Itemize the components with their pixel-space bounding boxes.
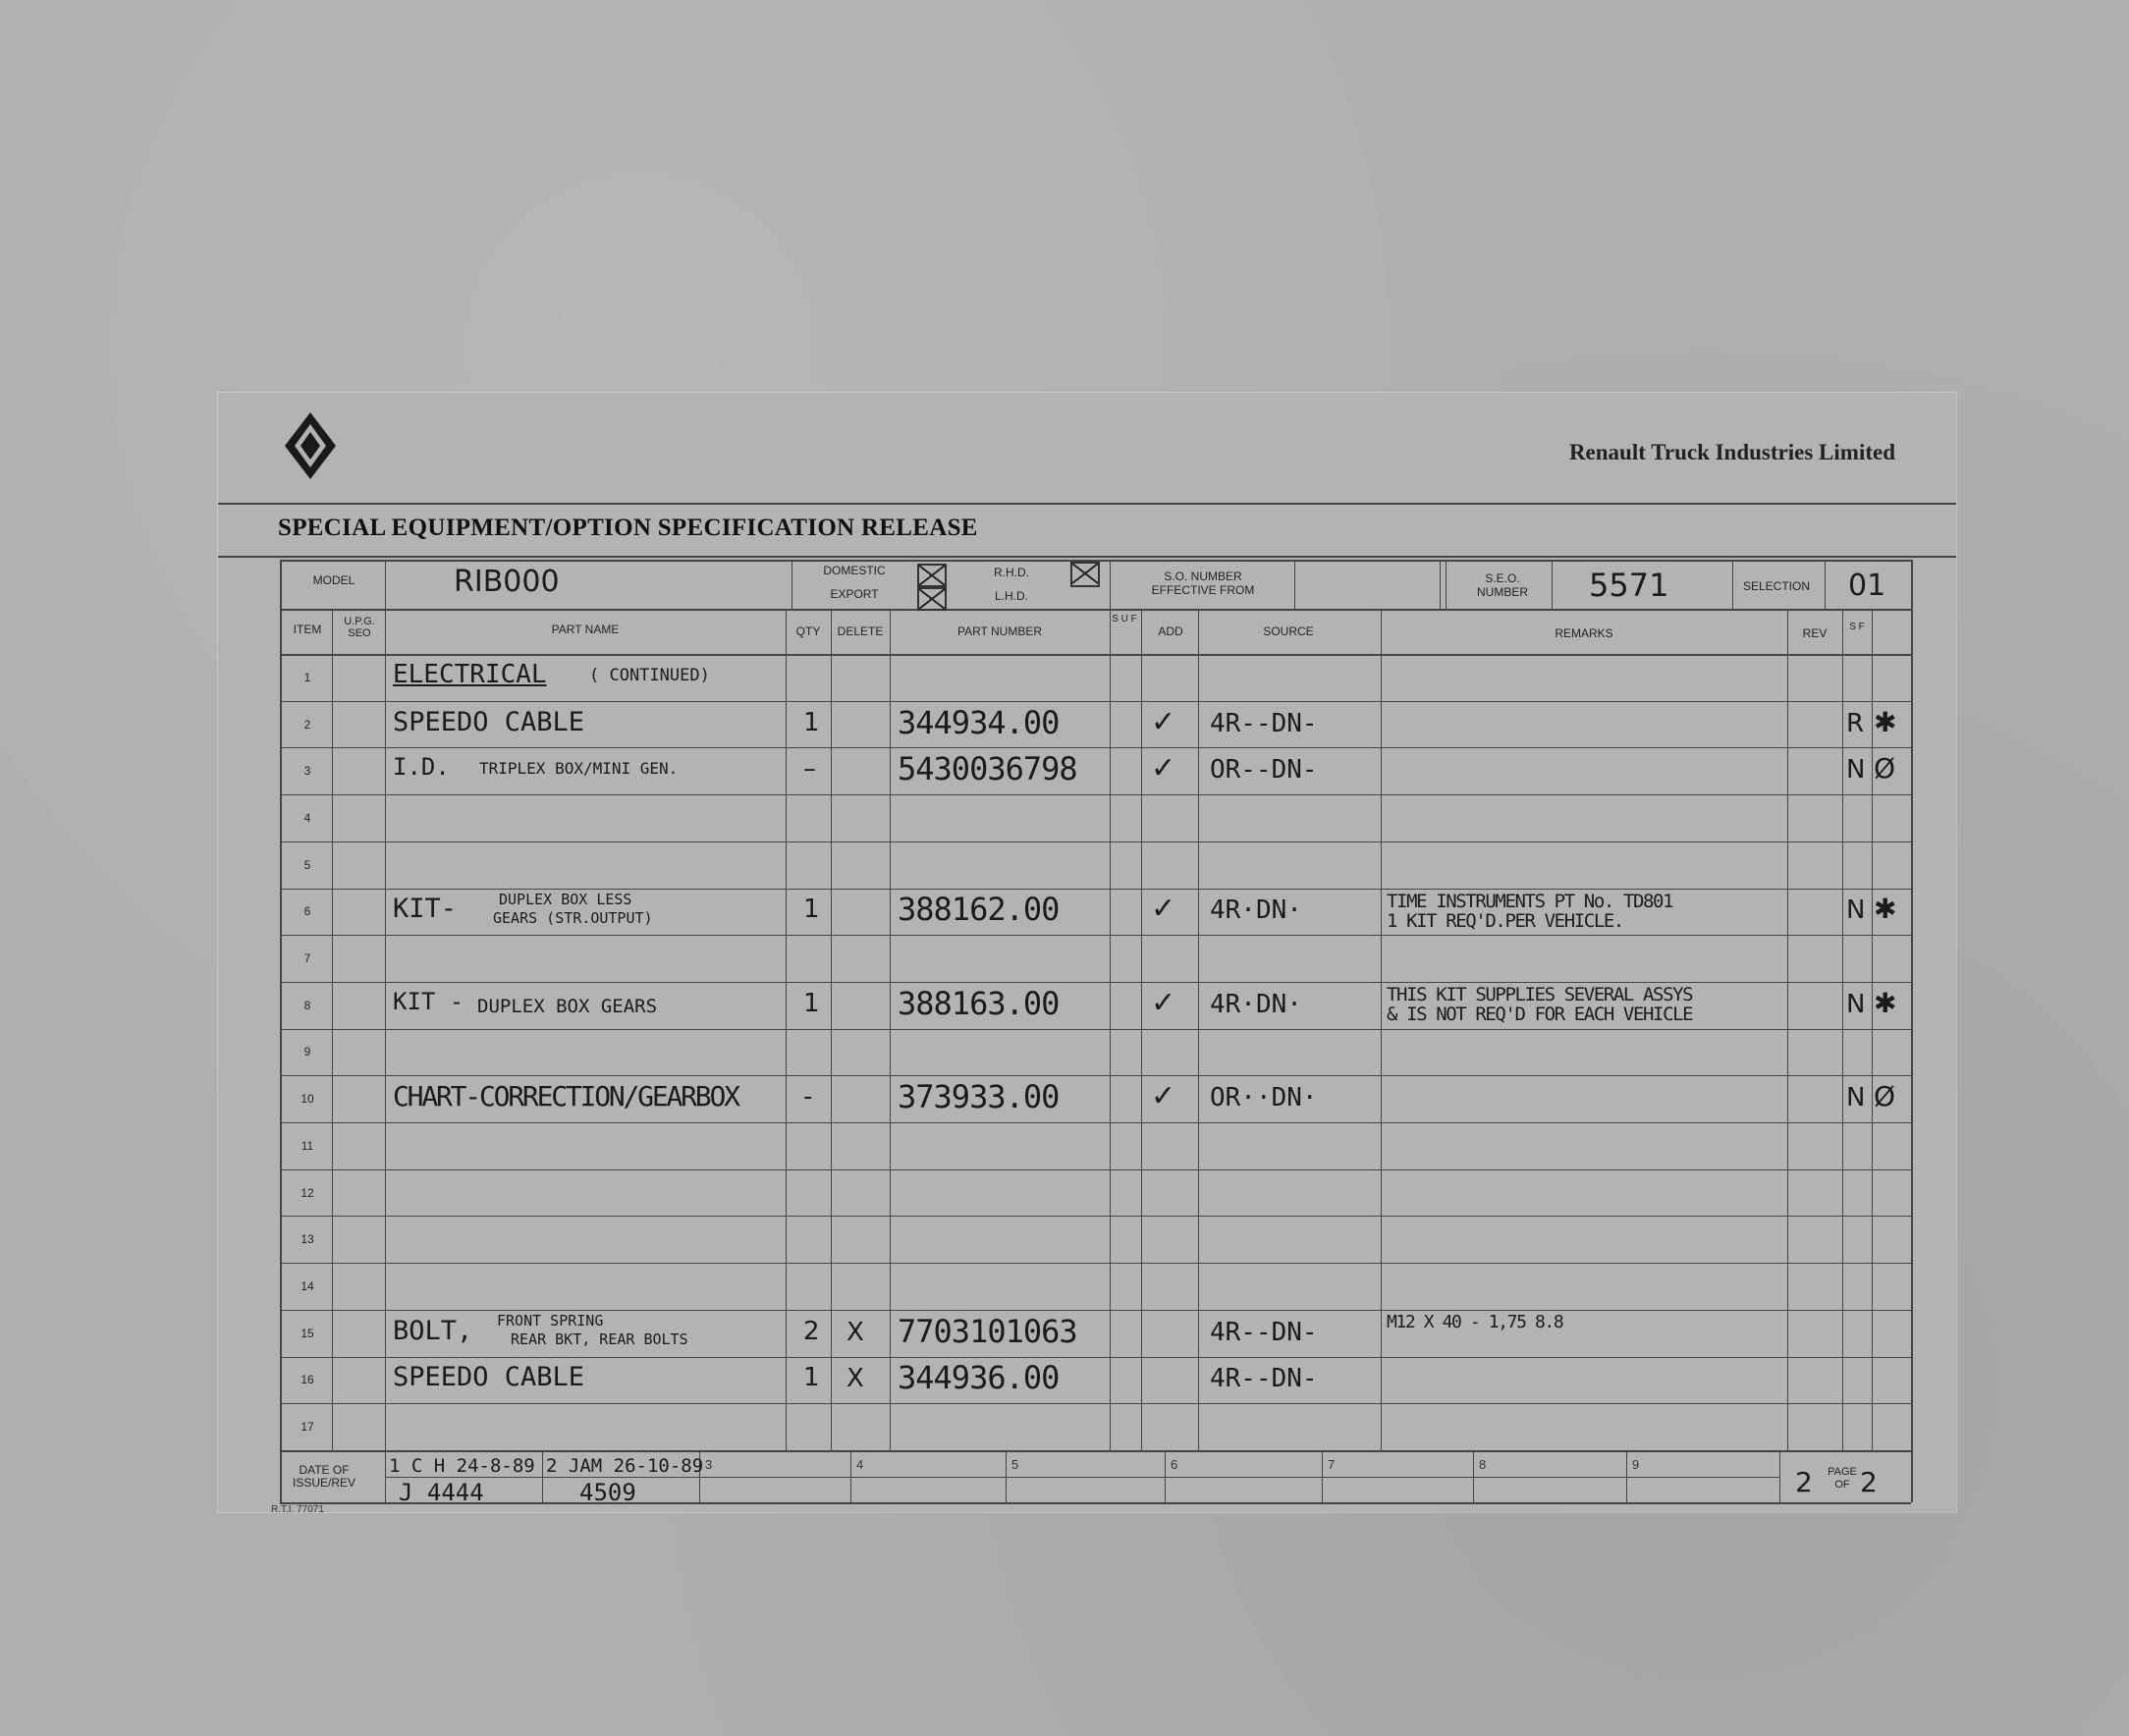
model-label: MODEL	[312, 573, 355, 587]
part-name: CHART-CORRECTION/GEARBOX	[393, 1080, 738, 1113]
quantity: –	[803, 754, 816, 785]
lhd-label: L.H.D.	[994, 589, 1028, 603]
issue-slot-number: 5	[1011, 1457, 1019, 1472]
column-line	[1446, 560, 1447, 609]
delete-mark: X	[846, 1364, 864, 1394]
export-label: EXPORT	[830, 587, 879, 601]
part-name: SPEEDO CABLE	[393, 1362, 585, 1393]
grid-line	[280, 1450, 1911, 1452]
source: OR--DN-	[1210, 755, 1318, 786]
issue-slot-number: 3	[705, 1457, 713, 1472]
part-number: 388163.00	[898, 984, 1060, 1022]
sf-code: N	[1846, 895, 1866, 926]
part-number: 373933.00	[898, 1078, 1060, 1116]
column-line	[831, 609, 832, 1450]
issue-slot-number: 8	[1479, 1457, 1487, 1472]
item-number: 4	[303, 810, 311, 825]
sf-code: N	[1846, 755, 1866, 786]
quantity: 2	[803, 1316, 820, 1346]
add-check: ✓	[1151, 704, 1176, 739]
column-line	[1787, 609, 1788, 1450]
column-line	[1825, 560, 1826, 609]
column-line	[1198, 609, 1199, 1450]
part-name: ELECTRICAL	[393, 659, 547, 689]
divider	[218, 503, 1956, 505]
item-number: 7	[303, 951, 311, 966]
check-x-icon	[1070, 560, 1100, 587]
remarks: 1 KIT REQ'D.PER VEHICLE.	[1387, 909, 1623, 932]
issue-1-ref: J 4444	[399, 1479, 484, 1506]
rhd-label: R.H.D.	[994, 566, 1029, 579]
part-number: 7703101063	[898, 1312, 1077, 1350]
remarks: TIME INSTRUMENTS PT No. TD801	[1387, 890, 1673, 912]
column-line	[385, 560, 386, 609]
grid-line	[280, 609, 1911, 611]
divider	[218, 556, 1956, 558]
column-line	[332, 609, 333, 1450]
item-number: 8	[303, 998, 311, 1012]
status-mark: Ø	[1874, 1080, 1896, 1113]
source: 4R--DN-	[1210, 708, 1318, 738]
issue-2-date: 2 JAM 26-10-89	[546, 1455, 704, 1477]
page-label: PAGE	[1828, 1466, 1857, 1478]
issue-slot-number: 9	[1632, 1457, 1640, 1472]
row-line	[280, 1310, 1911, 1311]
source: 4R--DN-	[1210, 1364, 1318, 1394]
selection-label: SELECTION	[1742, 579, 1810, 593]
part-name: I.D.	[393, 753, 450, 782]
domestic-label: DOMESTIC	[823, 564, 886, 577]
quantity: 1	[803, 707, 820, 737]
part-name-detail: GEARS (STR.OUTPUT)	[493, 908, 653, 927]
check-x-icon	[917, 562, 947, 613]
column-line	[1779, 1450, 1780, 1502]
column-line	[1440, 560, 1441, 609]
part-number: 388162.00	[898, 891, 1060, 929]
col-part-number: PART NUMBER	[956, 624, 1042, 638]
sf-code: N	[1846, 989, 1866, 1019]
quantity: 1	[803, 895, 820, 925]
part-name-detail: REAR BKT, REAR BOLTS	[511, 1329, 688, 1348]
column-line	[890, 609, 891, 1450]
part-number: 344936.00	[898, 1359, 1060, 1397]
col-part-name: PART NAME	[551, 623, 620, 636]
status-mark: ✱	[1874, 893, 1897, 926]
row-line	[280, 1216, 1911, 1217]
col-seo: SEO	[348, 627, 371, 639]
add-check: ✓	[1151, 1079, 1176, 1114]
col-remarks: REMARKS	[1555, 626, 1613, 640]
part-name-detail: FRONT SPRING	[497, 1311, 604, 1329]
col-item: ITEM	[293, 623, 322, 636]
seo-number-label: NUMBER	[1476, 585, 1528, 599]
col-qty: QTY	[795, 624, 821, 638]
part-name: BOLT,	[393, 1315, 473, 1346]
item-number: 5	[303, 857, 311, 872]
remarks: M12 X 40 - 1,75 8.8	[1387, 1311, 1563, 1332]
row-line	[280, 841, 1911, 842]
row-line	[280, 1357, 1911, 1358]
add-check: ✓	[1151, 751, 1176, 787]
row-line	[280, 1169, 1911, 1170]
item-number: 10	[300, 1092, 314, 1107]
column-line	[1141, 609, 1142, 1450]
item-number: 12	[300, 1185, 314, 1200]
remarks: THIS KIT SUPPLIES SEVERAL ASSYS	[1387, 983, 1693, 1005]
part-name: SPEEDO CABLE	[393, 706, 585, 737]
part-number: 344934.00	[898, 703, 1060, 741]
part-name: KIT-	[393, 894, 458, 925]
row-line	[280, 701, 1911, 702]
page-number: 2	[1795, 1466, 1813, 1498]
source: OR··DN·	[1210, 1083, 1318, 1113]
grid-border	[1911, 560, 1913, 1502]
add-check: ✓	[1151, 985, 1176, 1020]
issue-2-ref: 4509	[579, 1479, 636, 1506]
col-suf: S U F	[1112, 614, 1137, 624]
issue-slot-number: 4	[856, 1457, 864, 1472]
row-line	[280, 794, 1911, 795]
item-number: 13	[300, 1232, 314, 1247]
row-line	[280, 747, 1911, 748]
item-number: 15	[300, 1326, 314, 1340]
item-number: 14	[300, 1278, 314, 1293]
seo-label: S.E.O.	[1485, 571, 1520, 585]
col-sf: S F	[1849, 622, 1865, 632]
row-line	[280, 1403, 1911, 1404]
quantity: -	[803, 1082, 813, 1112]
column-line	[385, 609, 386, 1450]
so-number-label: S.O. NUMBER	[1164, 570, 1242, 583]
sf-code: N	[1846, 1083, 1866, 1113]
of-label: OF	[1834, 1479, 1850, 1491]
row-line	[280, 1029, 1911, 1030]
part-name: KIT -	[393, 987, 464, 1015]
col-upg: U.P.G.	[344, 616, 375, 627]
column-line	[1842, 609, 1843, 1450]
part-name-detail: TRIPLEX BOX/MINI GEN.	[479, 759, 679, 779]
part-name-detail: DUPLEX BOX GEARS	[477, 995, 658, 1017]
column-line	[1872, 609, 1873, 1450]
item-number: 2	[303, 717, 311, 732]
column-line	[786, 609, 787, 1450]
part-name-detail: DUPLEX BOX LESS	[499, 890, 632, 908]
status-mark: Ø	[1874, 752, 1896, 786]
form-title: SPECIAL EQUIPMENT/OPTION SPECIFICATION RELEASE	[278, 515, 978, 541]
grid-border	[280, 1502, 1911, 1504]
column-line	[1294, 560, 1295, 609]
issue-1-date: 1 C H 24-8-89	[389, 1455, 535, 1477]
item-number: 1	[303, 670, 311, 684]
column-line	[1381, 609, 1382, 1450]
item-number: 16	[300, 1373, 314, 1387]
form-reference: R.T.I. 77071	[271, 1504, 324, 1515]
column-line	[1110, 560, 1111, 609]
renault-logo-icon	[283, 410, 338, 481]
col-delete: DELETE	[837, 624, 884, 638]
issue-slot-number: 7	[1328, 1457, 1336, 1472]
company-name: Renault Truck Industries Limited	[1568, 440, 1895, 464]
row-line	[280, 1075, 1911, 1076]
source: 4R--DN-	[1210, 1317, 1318, 1347]
status-mark: ✱	[1874, 986, 1897, 1019]
column-line	[1552, 560, 1553, 609]
grid-line	[280, 654, 1911, 656]
grid-line	[385, 1477, 1779, 1478]
effective-from-label: EFFECTIVE FROM	[1151, 583, 1255, 597]
selection-value: 01	[1848, 569, 1886, 603]
column-line	[1110, 609, 1111, 1450]
row-line	[280, 1122, 1911, 1123]
col-add: ADD	[1158, 624, 1183, 638]
source: 4R·DN·	[1210, 895, 1302, 926]
quantity: 1	[803, 1363, 820, 1393]
remarks: & IS NOT REQ'D FOR EACH VEHICLE	[1387, 1003, 1693, 1025]
item-number: 11	[300, 1138, 314, 1153]
model-value: RIB000	[454, 565, 560, 599]
item-number: 6	[303, 904, 311, 919]
grid-border	[280, 560, 282, 1502]
part-number: 5430036798	[898, 750, 1077, 788]
row-line	[280, 982, 1911, 983]
item-number: 17	[300, 1420, 314, 1435]
seo-number-value: 5571	[1589, 567, 1669, 604]
issue-rev-label: ISSUE/REV	[292, 1476, 356, 1490]
issue-slot-number: 6	[1171, 1457, 1178, 1472]
delete-mark: X	[846, 1317, 864, 1347]
item-number: 3	[303, 764, 311, 779]
quantity: 1	[803, 988, 820, 1018]
row-line	[280, 935, 1911, 936]
status-mark: ✱	[1874, 705, 1897, 738]
add-check: ✓	[1151, 892, 1176, 927]
date-of-issue-label: DATE OF	[299, 1463, 350, 1477]
row-line	[280, 889, 1911, 890]
page-total: 2	[1860, 1466, 1878, 1498]
sf-code: R	[1846, 708, 1865, 738]
col-source: SOURCE	[1263, 624, 1314, 638]
item-number: 9	[303, 1045, 311, 1059]
col-rev: REV	[1802, 626, 1828, 640]
source: 4R·DN·	[1210, 989, 1302, 1019]
part-name-detail: ( CONTINUED)	[589, 665, 710, 685]
row-line	[280, 1263, 1911, 1264]
